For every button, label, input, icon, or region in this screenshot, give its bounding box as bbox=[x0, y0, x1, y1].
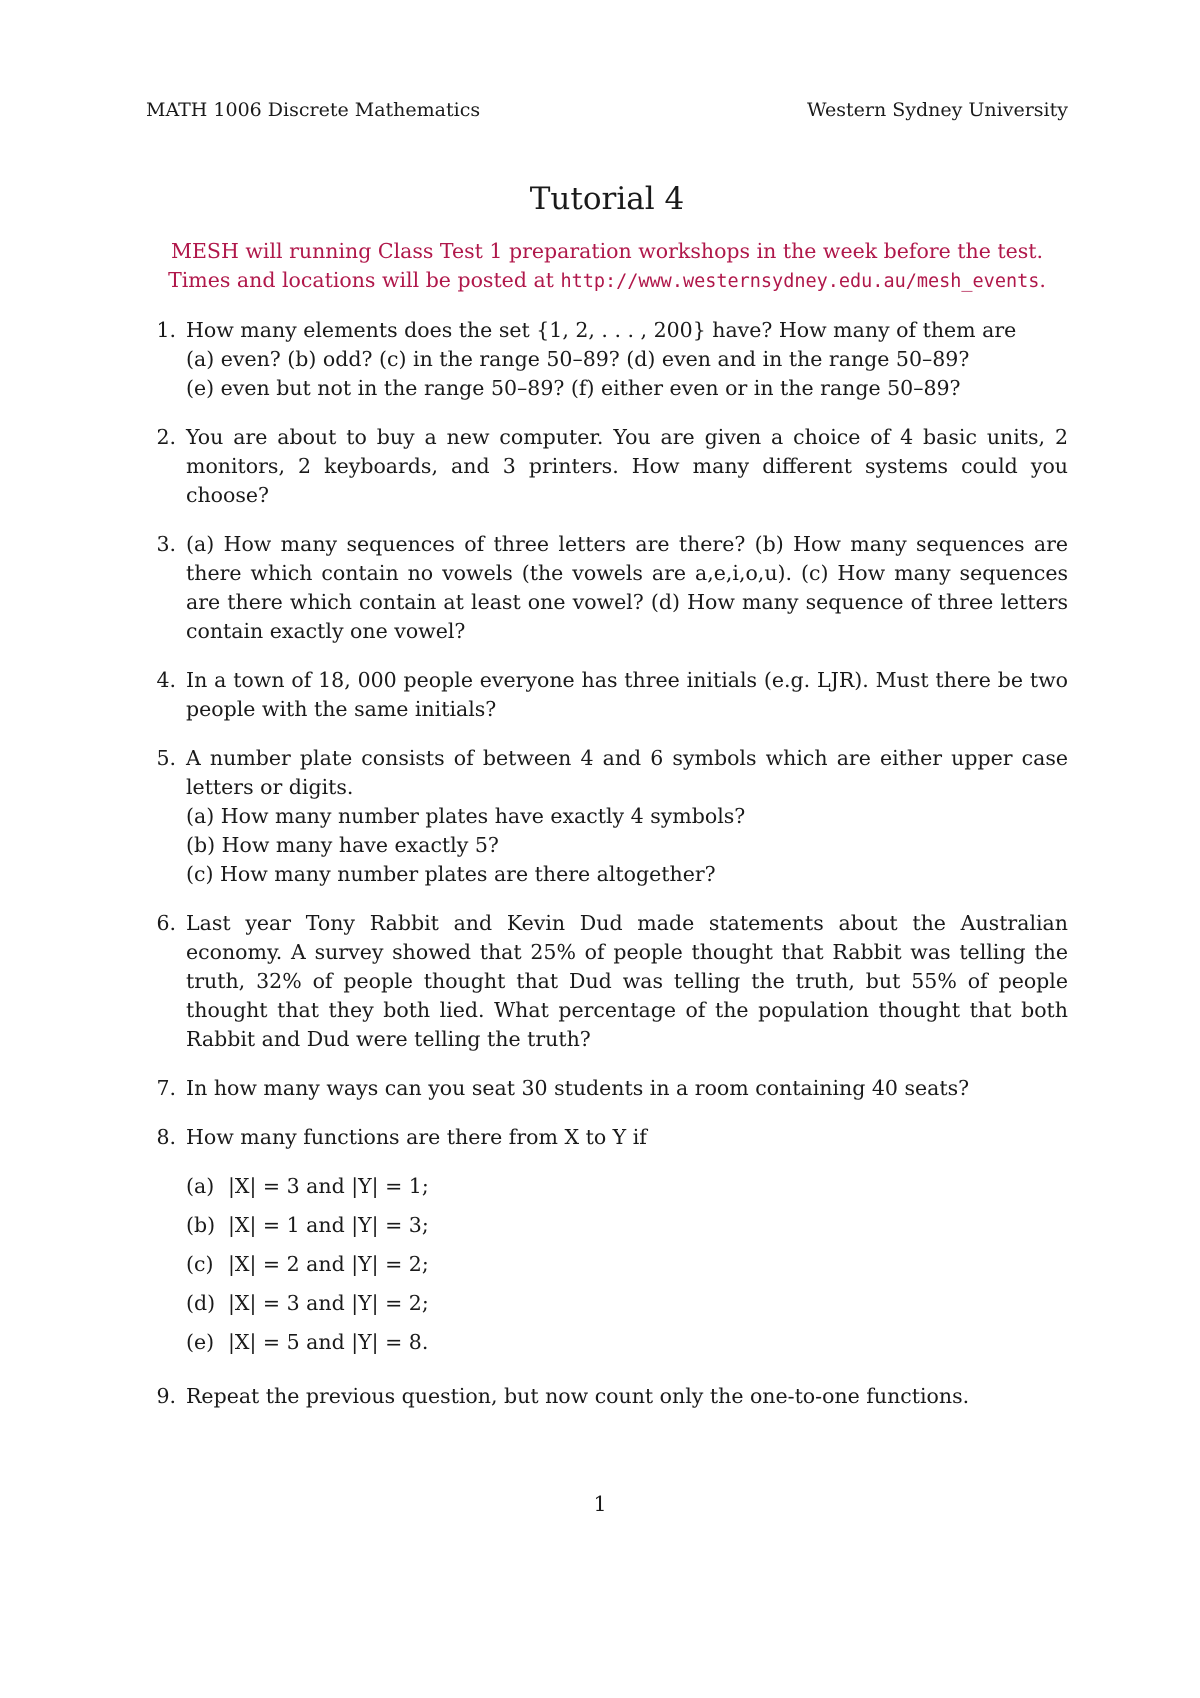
question-text: Repeat the previous question, but now count only the one-to-one functions. bbox=[186, 1384, 970, 1408]
case-expression: |X| = 3 and |Y| = 2; bbox=[228, 1291, 429, 1315]
question-body bbox=[186, 744, 1068, 889]
case-label: (e) bbox=[186, 1330, 215, 1354]
question-text: In how many ways can you seat 30 students in a room containing 40 seats? bbox=[186, 1076, 970, 1100]
question-number: 4. bbox=[156, 668, 176, 692]
question-number: 5. bbox=[156, 746, 176, 770]
university-name: Western Sydney University bbox=[807, 99, 1068, 121]
question-text: Last year Tony Rabbit and Kevin Dud made statements about the Australian economy. A survey showed that 25% of people thought that Rabbit was telling the truth, 32% of people thought that Dud was telling the truth, but 55% of people thought that they both lied. What percentage of the population thought that both Rabbit and Dud were telling the truth? bbox=[186, 911, 1068, 1051]
function-cases bbox=[186, 1167, 1068, 1362]
question-body bbox=[186, 316, 1068, 403]
mesh-events-link[interactable]: http://www.westernsydney.edu.au/mesh_events bbox=[560, 271, 1040, 292]
question-3 bbox=[146, 530, 1068, 646]
question-7 bbox=[146, 1074, 1068, 1103]
case-label: (a) bbox=[186, 1174, 215, 1198]
mesh-notice bbox=[146, 237, 1068, 296]
question-1-line-1: How many elements does the set {1, 2, . . . , 200} have? How many of them are bbox=[186, 318, 1017, 342]
question-8 bbox=[146, 1123, 1068, 1362]
question-number: 2. bbox=[156, 425, 176, 449]
question-8-stem: How many functions are there from X to Y if bbox=[186, 1125, 647, 1149]
question-5-intro: A number plate consists of between 4 and 6 symbols which are either upper case letters or digits. bbox=[186, 746, 1068, 799]
question-6 bbox=[146, 909, 1068, 1054]
notice-line-2 bbox=[146, 266, 1068, 296]
question-5-part-a: (a) How many number plates have exactly 4 symbols? bbox=[186, 804, 746, 828]
page-title: Tutorial 4 bbox=[529, 181, 685, 217]
question-1-line-2: (a) even? (b) odd? (c) in the range 50–89? (d) even and in the range 50–89? bbox=[186, 347, 970, 371]
question-5 bbox=[146, 744, 1068, 889]
question-body bbox=[186, 1123, 1068, 1362]
document-page bbox=[146, 96, 1068, 1431]
function-case-d bbox=[186, 1284, 1068, 1323]
notice-line-2-prefix: Times and locations will be posted at bbox=[168, 268, 561, 292]
question-4 bbox=[146, 666, 1068, 724]
question-5-part-b: (b) How many have exactly 5? bbox=[186, 833, 499, 857]
question-number: 6. bbox=[156, 911, 176, 935]
notice-line-1: MESH will running Class Test 1 preparation workshops in the week before the test. bbox=[170, 239, 1044, 263]
question-text: (a) How many sequences of three letters are there? (b) How many sequences are there which contain no vowels (the vowels are a,e,i,o,u). (c) How many sequences are there which contain at least one vowel? (d) How many sequence of three letters contain exactly one vowel? bbox=[186, 532, 1068, 643]
course-name: MATH 1006 Discrete Mathematics bbox=[146, 99, 481, 121]
question-1-line-3: (e) even but not in the range 50–89? (f) either even or in the range 50–89? bbox=[186, 376, 961, 400]
function-case-e bbox=[186, 1323, 1068, 1362]
question-number: 3. bbox=[156, 532, 176, 556]
question-text: In a town of 18, 000 people everyone has three initials (e.g. LJR). Must there be two people with the same initials? bbox=[186, 668, 1068, 721]
question-number: 7. bbox=[156, 1076, 176, 1100]
page-header bbox=[146, 96, 1068, 126]
function-case-b bbox=[186, 1206, 1068, 1245]
question-number: 1. bbox=[156, 318, 176, 342]
case-expression: |X| = 2 and |Y| = 2; bbox=[228, 1252, 429, 1276]
notice-line-2-suffix: . bbox=[1039, 268, 1046, 292]
case-expression: |X| = 5 and |Y| = 8. bbox=[228, 1330, 429, 1354]
case-label: (d) bbox=[186, 1291, 216, 1315]
page-number: 1 bbox=[593, 1492, 607, 1516]
case-label: (b) bbox=[186, 1213, 216, 1237]
case-expression: |X| = 1 and |Y| = 3; bbox=[228, 1213, 429, 1237]
question-list bbox=[146, 316, 1068, 1411]
question-number: 9. bbox=[156, 1384, 176, 1408]
function-case-a bbox=[186, 1167, 1068, 1206]
question-2 bbox=[146, 423, 1068, 510]
case-expression: |X| = 3 and |Y| = 1; bbox=[228, 1174, 429, 1198]
question-text: You are about to buy a new computer. You are given a choice of 4 basic units, 2 monitors, 2 keyboards, and 3 printers. How many different systems could you choose? bbox=[186, 425, 1068, 507]
question-1 bbox=[146, 316, 1068, 403]
question-5-part-c: (c) How many number plates are there altogether? bbox=[186, 862, 716, 886]
case-label: (c) bbox=[186, 1252, 214, 1276]
question-9 bbox=[146, 1382, 1068, 1411]
function-case-c bbox=[186, 1245, 1068, 1284]
question-number: 8. bbox=[156, 1125, 176, 1149]
